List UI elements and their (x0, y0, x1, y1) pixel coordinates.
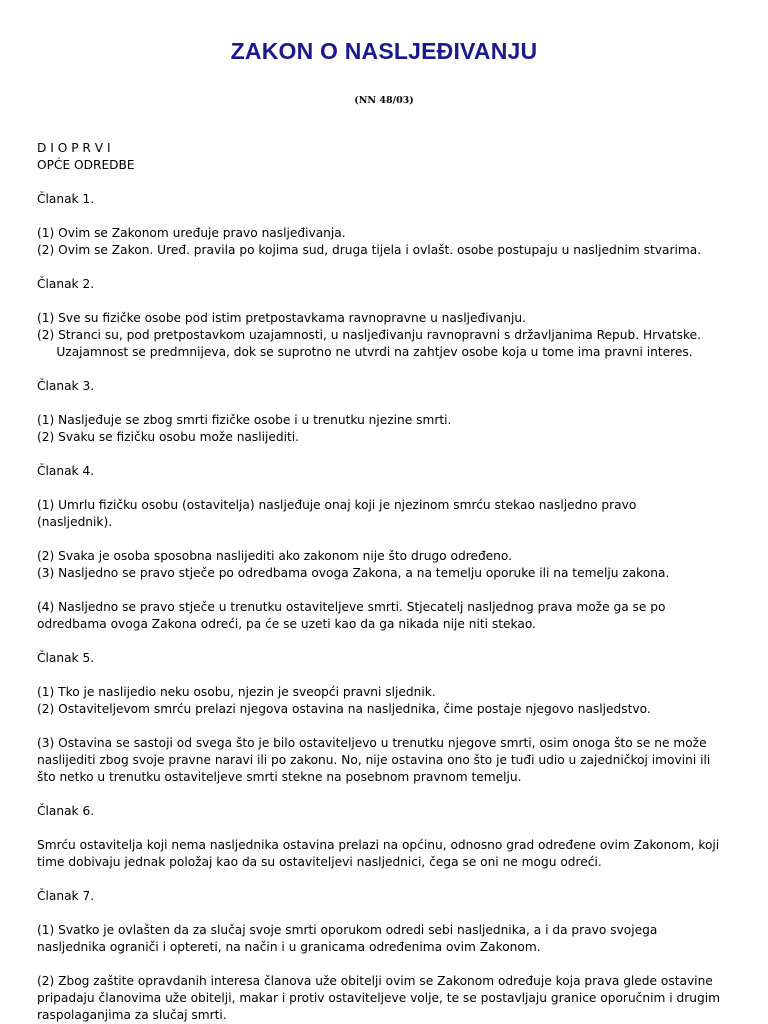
text-line: (2) Stranci su, pod pretpostavkom uzajamnosti, u nasljeđivanju ravnopravni s državljanima Repub. Hrvatske. (37, 328, 701, 342)
paragraph-gap (37, 905, 737, 922)
document-subtitle: (NN 48/03) (354, 95, 414, 106)
text-line: Članak 4. (37, 464, 95, 478)
paragraph-gap (37, 259, 737, 276)
paragraph-gap (37, 395, 737, 412)
text-line: (1) Umrlu fizičku osobu (ostavitelja) nasljeđuje onaj koji je njezinom smrću stekao nasljedno pravo (37, 498, 637, 512)
text-line: (2) Ovim se Zakon. Uređ. pravila po kojima sud, druga tijela i ovlašt. osobe postupaju u nasljednim stvarima. (37, 243, 702, 257)
paragraph (37, 599, 737, 633)
article-heading (37, 463, 737, 480)
paragraph (37, 225, 737, 259)
article-heading (37, 650, 737, 667)
paragraph (37, 310, 737, 361)
paragraph-gap (37, 531, 737, 548)
text-line: (4) Nasljedno se pravo stječe u trenutku ostaviteljeve smrti. Stjecatelj nasljednog prava može ga se po (37, 600, 666, 614)
text-line: time dobivaju jednak položaj kao da su ostaviteljevi nasljednici, čega se oni ne mogu odreći. (37, 855, 602, 869)
paragraph (37, 735, 737, 786)
paragraph (37, 412, 737, 446)
document-body (37, 140, 737, 1024)
text-line: (2) Svaku se fizičku osobu može naslijediti. (37, 430, 300, 444)
text-line: odredbama ovoga Zakona odreći, pa će se uzeti kao da ga nikada nije niti stekao. (37, 617, 536, 631)
article-heading (37, 276, 737, 293)
text-line: (1) Tko je naslijedio neku osobu, njezin je sveopći pravni sljednik. (37, 685, 436, 699)
paragraph (37, 684, 737, 718)
text-line: Članak 5. (37, 651, 95, 665)
paragraph (37, 548, 737, 582)
paragraph (37, 497, 737, 531)
article-heading (37, 191, 737, 208)
paragraph-gap (37, 667, 737, 684)
paragraph (37, 922, 737, 956)
text-line: (2) Svaka je osoba sposobna naslijediti ako zakonom nije što drugo određeno. (37, 549, 513, 563)
paragraph (37, 837, 737, 871)
paragraph-gap (37, 871, 737, 888)
text-line: Članak 1. (37, 192, 95, 206)
text-line: Članak 3. (37, 379, 95, 393)
text-line: (1) Ovim se Zakonom uređuje pravo nasljeđivanja. (37, 226, 346, 240)
paragraph-gap (37, 174, 737, 191)
text-line: (2) Zbog zaštite opravdanih interesa članova uže obitelji ovim se Zakonom određuje koja prava glede ostavine (37, 974, 713, 988)
text-line: (3) Ostavina se sastoji od svega što je bilo ostaviteljevo u trenutku njegove smrti, osim onoga što se ne može (37, 736, 707, 750)
text-line: (1) Sve su fizičke osobe pod istim pretpostavkama ravnopravne u nasljeđivanju. (37, 311, 526, 325)
text-line: OPĆE ODREDBE (37, 158, 135, 172)
text-line: nasljednika ograniči i optereti, na način i u granicama određenima ovim Zakonom. (37, 940, 541, 954)
text-line: naslijediti zbog svoje pravne naravi ili po zakonu. No, nije ostavina ono što je tuđi udio u zajedničkoj imovini ili (37, 753, 711, 767)
text-line: pripadaju članovima uže obitelji, makar i protiv ostaviteljeve volje, te se postavljaju granice oporučnim i drugim (37, 991, 720, 1005)
paragraph-gap (37, 293, 737, 310)
paragraph-gap (37, 208, 737, 225)
text-line: Smrću ostavitelja koji nema nasljednika ostavina prelazi na općinu, odnosno grad određene ovim Zakonom, koji (37, 838, 720, 852)
paragraph-gap (37, 633, 737, 650)
paragraph (37, 140, 737, 174)
document-title: ZAKON O NASLJEĐIVANJU (230, 38, 538, 64)
paragraph (37, 973, 737, 1024)
text-line: Članak 6. (37, 804, 95, 818)
text-line: što netko u trenutku ostaviteljeve smrti stekne na posebnom pravnom temelju. (37, 770, 522, 784)
text-line: Članak 2. (37, 277, 95, 291)
text-line: Članak 7. (37, 889, 95, 903)
text-line: (3) Nasljedno se pravo stječe po odredbama ovoga Zakona, a na temelju oporuke ili na temelju zakona. (37, 566, 670, 580)
paragraph-gap (37, 361, 737, 378)
text-line: Uzajamnost se predmnijeva, dok se suprotno ne utvrdi na zahtjev osobe koja u tome ima pravni interes. (37, 345, 693, 359)
article-heading (37, 378, 737, 395)
article-heading (37, 888, 737, 905)
paragraph-gap (37, 480, 737, 497)
paragraph-gap (37, 446, 737, 463)
paragraph-gap (37, 820, 737, 837)
text-line: raspolaganjima za slučaj smrti. (37, 1008, 227, 1022)
text-line: D I O P R V I (37, 141, 111, 155)
paragraph-gap (37, 582, 737, 599)
article-heading (37, 803, 737, 820)
text-line: (nasljednik). (37, 515, 113, 529)
text-line: (1) Nasljeđuje se zbog smrti fizičke osobe i u trenutku njezine smrti. (37, 413, 452, 427)
paragraph-gap (37, 718, 737, 735)
paragraph-gap (37, 956, 737, 973)
text-line: (1) Svatko je ovlašten da za slučaj svoje smrti oporukom odredi sebi nasljednika, a i da pravo svojega (37, 923, 658, 937)
paragraph-gap (37, 786, 737, 803)
text-line: (2) Ostaviteljevom smrću prelazi njegova ostavina na nasljednika, čime postaje njegovo nasljedstvo. (37, 702, 651, 716)
